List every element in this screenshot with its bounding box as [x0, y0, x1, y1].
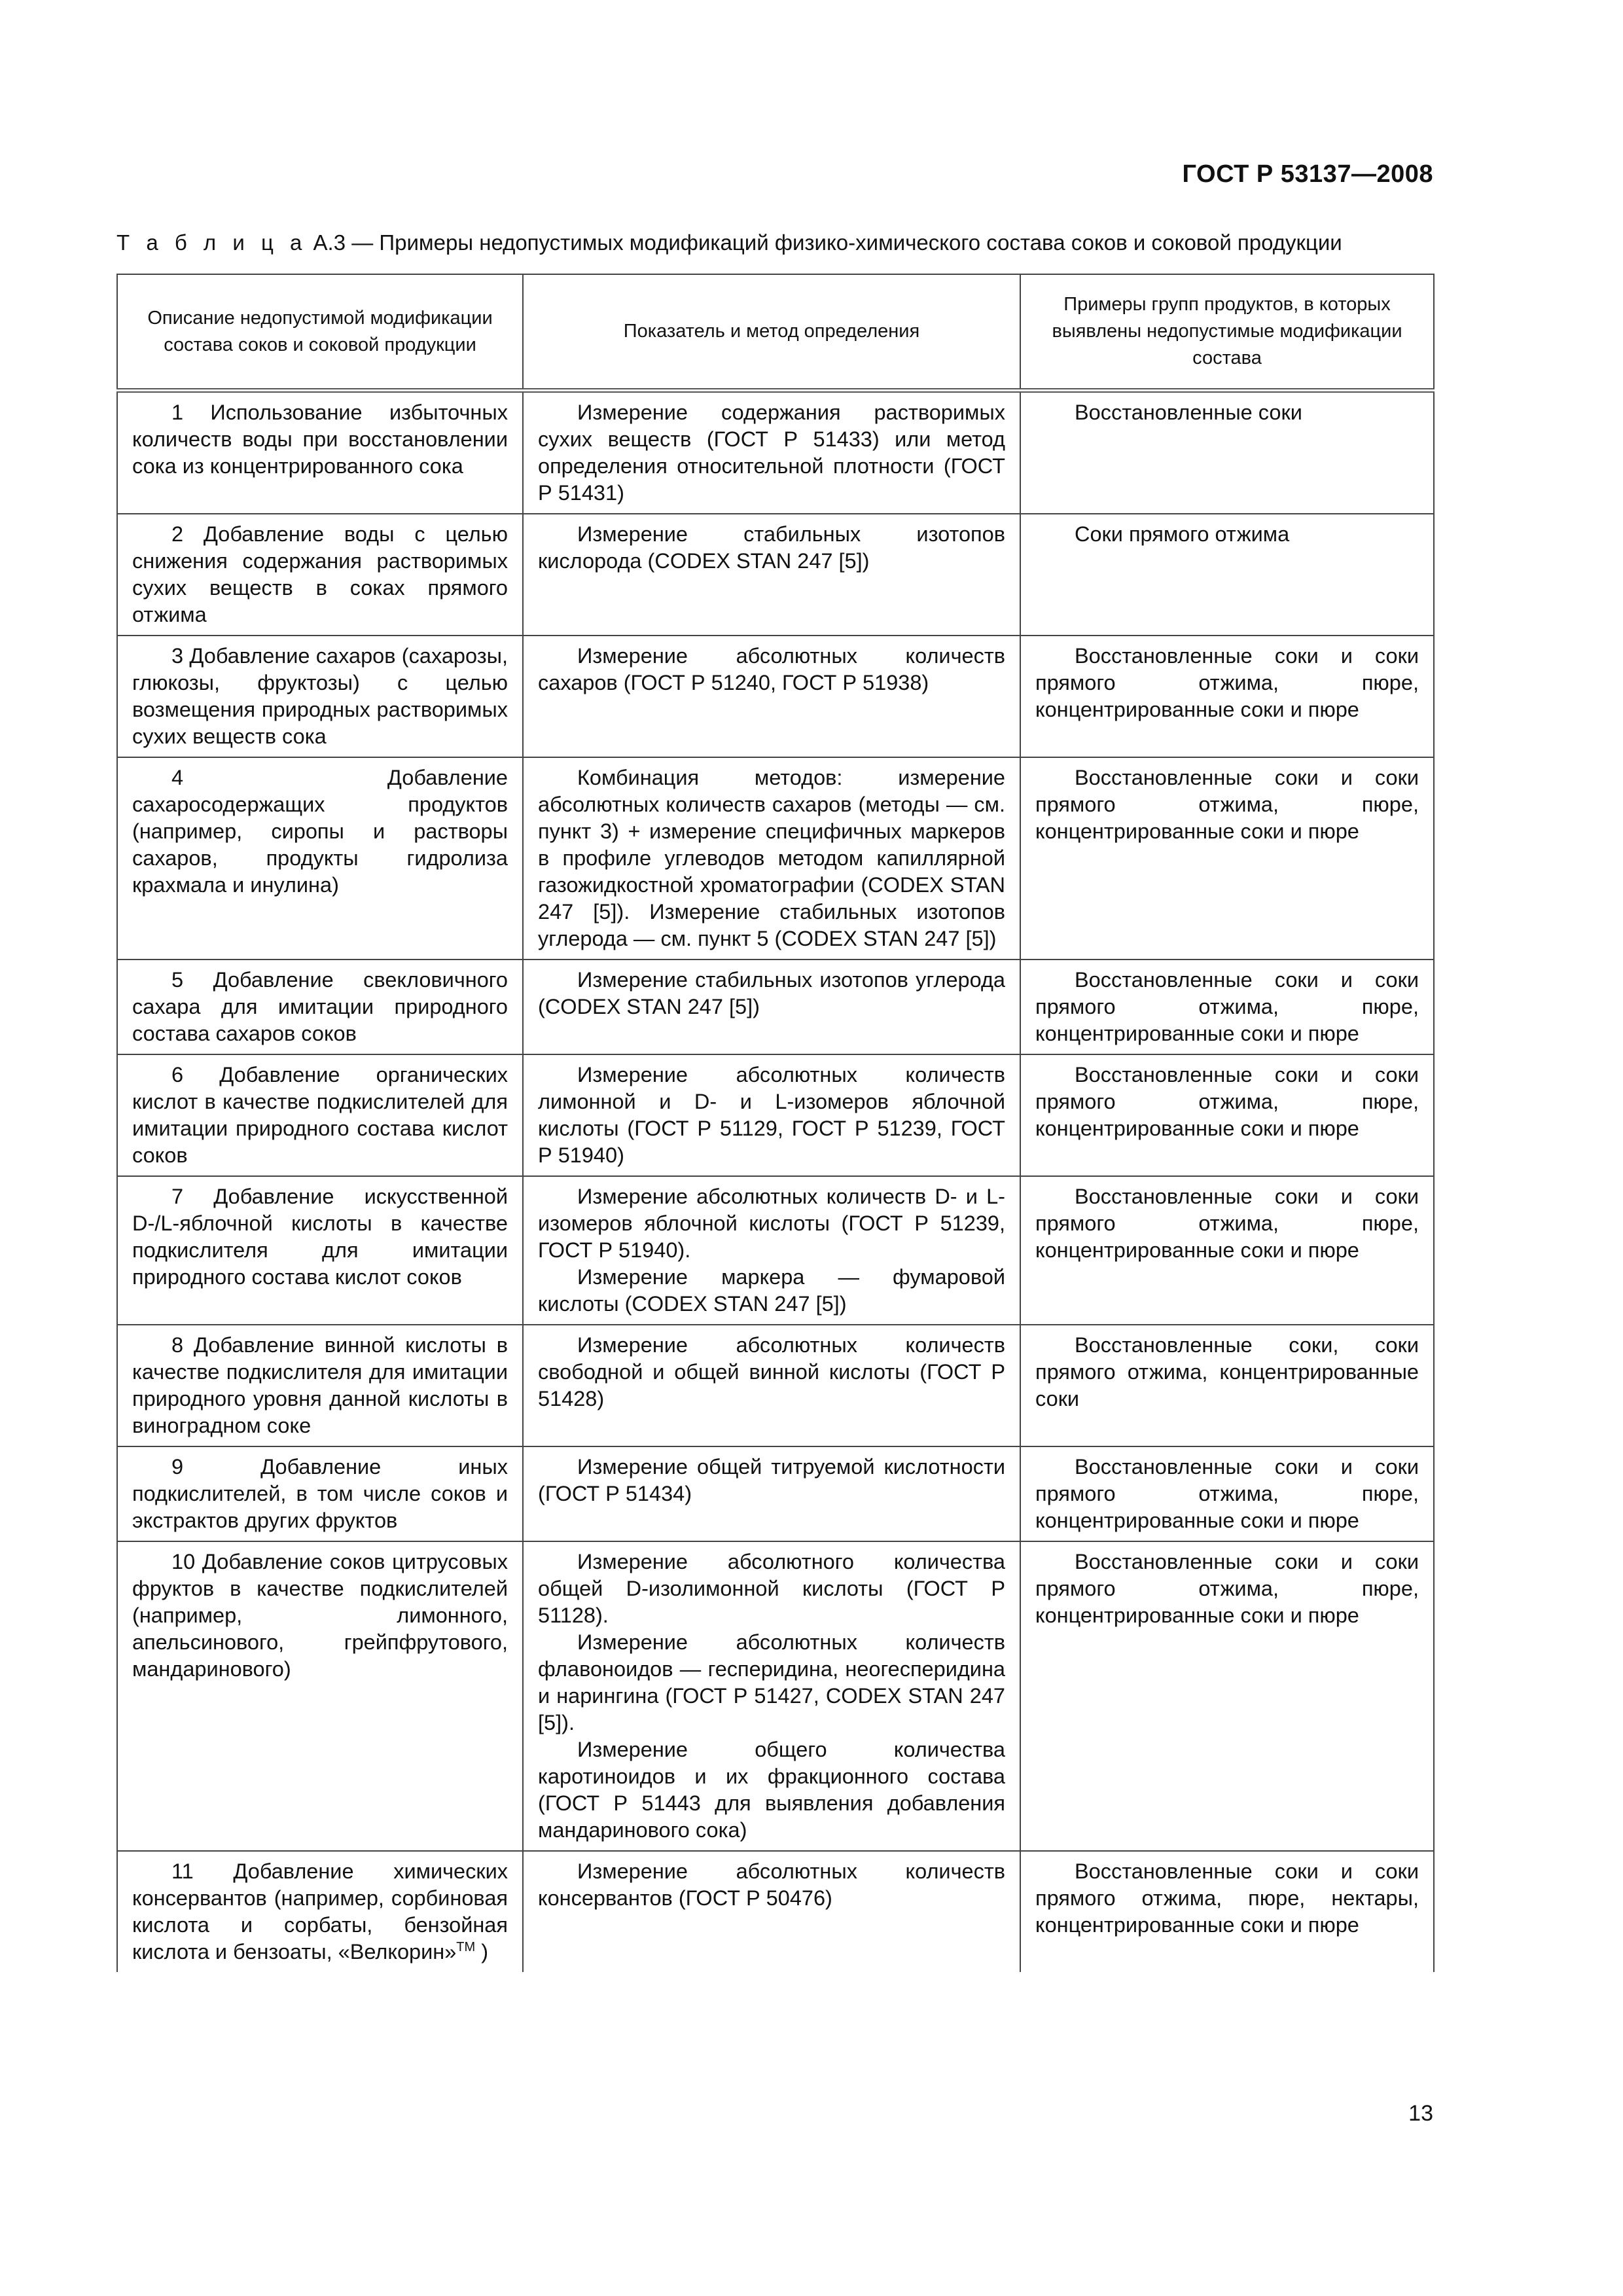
- description-main: 3 Добавление сахаров (сахарозы, глюкозы, фруктозы) с целью возмещения природных растворимых сухих веществ сока: [132, 644, 508, 748]
- description-main: 10 Добавление соков цитрусовых фруктов в качестве подкислителей (например, лимонного, апельсинового, грейпфрутового, мандаринового): [132, 1550, 508, 1681]
- method-paragraph: Измерение стабильных изотопов углерода (CODEX STAN 247 [5]): [538, 968, 1005, 1018]
- description-main: 7 Добавление искусственной D-/L-яблочной кислоты в качестве подкислителя для имитации природного состава кислот соков: [132, 1185, 508, 1289]
- description-text: [132, 399, 508, 480]
- cell-description: [117, 960, 523, 1054]
- cell-description: [117, 514, 523, 636]
- cell-products: [1020, 1325, 1434, 1446]
- cell-description: [117, 1325, 523, 1446]
- description-main: 6 Добавление органических кислот в качестве подкислителей для имитации природного состава кислот соков: [132, 1063, 508, 1167]
- caption-number: А.3: [313, 230, 346, 255]
- cell-products: [1020, 960, 1434, 1054]
- products-text: Восстановленные соки и соки прямого отжима, пюре, концентрированные соки и пюре: [1035, 1550, 1419, 1627]
- products-text: Восстановленные соки и соки прямого отжима, пюре, концентрированные соки и пюре: [1035, 968, 1419, 1045]
- description-main: 4 Добавление сахаросодержащих продуктов (например, сиропы и растворы сахаров, продукты гидролиза крахмала и инулина): [132, 766, 508, 897]
- method-paragraph: Измерение стабильных изотопов кислорода (CODEX STAN 247 [5]): [538, 522, 1005, 573]
- table-row: [117, 1541, 1434, 1851]
- table-row: [117, 1054, 1434, 1176]
- table-row: [117, 960, 1434, 1054]
- method-paragraph: Измерение содержания растворимых сухих веществ (ГОСТ Р 51433) или метод определения относительной плотности (ГОСТ Р 51431): [538, 401, 1005, 505]
- cell-products: [1020, 514, 1434, 636]
- cell-products: [1020, 1176, 1434, 1325]
- products-text: Восстановленные соки и соки прямого отжима, пюре, концентрированные соки и пюре: [1035, 1185, 1419, 1262]
- table-row: [117, 514, 1434, 636]
- cell-products: [1020, 391, 1434, 514]
- cell-description: [117, 391, 523, 514]
- table-row: [117, 636, 1434, 757]
- cell-description: [117, 1446, 523, 1541]
- description-main: 2 Добавление воды с целью снижения содержания растворимых сухих веществ в соках прямого отжима: [132, 522, 508, 626]
- method-paragraph: Измерение абсолютных количеств флавоноидов — гесперидина, неогесперидина и нарингина (ГОСТ Р 51427, CODEX STAN 247 [5]).: [538, 1630, 1005, 1734]
- products-text: Восстановленные соки и соки прямого отжима, пюре, концентрированные соки и пюре: [1035, 1063, 1419, 1140]
- caption-title: — Примеры недопустимых модификаций физико-химического состава соков и соковой продукции: [346, 230, 1342, 255]
- cell-method: [523, 960, 1020, 1054]
- method-paragraph: Измерение абсолютного количества общей D-изолимонной кислоты (ГОСТ Р 51128).: [538, 1550, 1005, 1627]
- table-caption: [116, 230, 1433, 255]
- table-row: [117, 1176, 1434, 1325]
- description-text: [132, 1183, 508, 1291]
- method-paragraph: Измерение абсолютных количеств консервантов (ГОСТ Р 50476): [538, 1859, 1005, 1910]
- table-row: [117, 1446, 1434, 1541]
- cell-description: [117, 1541, 523, 1851]
- description-text: [132, 764, 508, 899]
- cell-method: [523, 757, 1020, 960]
- header-method: Показатель и метод определения: [523, 274, 1020, 391]
- description-main: 9 Добавление иных подкислителей, в том числе соков и экстрактов других фруктов: [132, 1455, 508, 1532]
- cell-description: [117, 636, 523, 757]
- products-text: Восстановленные соки и соки прямого отжима, пюре, нектары, концентрированные соки и пюре: [1035, 1859, 1419, 1937]
- cell-description: [117, 1851, 523, 1972]
- cell-products: [1020, 1541, 1434, 1851]
- table-row: [117, 757, 1434, 960]
- cell-method: [523, 636, 1020, 757]
- table-row: [117, 1851, 1434, 1972]
- products-text: Восстановленные соки: [1075, 401, 1302, 424]
- table-row: [117, 391, 1434, 514]
- table-row: [117, 1325, 1434, 1446]
- cell-products: [1020, 1054, 1434, 1176]
- method-paragraph: Измерение маркера — фумаровой кислоты (CODEX STAN 247 [5]): [538, 1265, 1005, 1316]
- cell-description: [117, 1176, 523, 1325]
- description-main: 1 Использование избыточных количеств воды при восстановлении сока из концентрированного сока: [132, 401, 508, 478]
- trademark-sup: TM: [456, 1940, 476, 1955]
- header-description: Описание недопустимой модификации состава соков и соковой продукции: [117, 274, 523, 391]
- description-text: [132, 1549, 508, 1683]
- cell-description: [117, 1054, 523, 1176]
- method-paragraph: Измерение абсолютных количеств сахаров (ГОСТ Р 51240, ГОСТ Р 51938): [538, 644, 1005, 694]
- method-paragraph: Измерение общей титруемой кислотности (ГОСТ Р 51434): [538, 1455, 1005, 1505]
- cell-method: [523, 1054, 1020, 1176]
- description-tail: ): [475, 1940, 489, 1964]
- method-paragraph: Измерение абсолютных количеств D- и L-изомеров яблочной кислоты (ГОСТ Р 51239, ГОСТ Р 51940).: [538, 1185, 1005, 1262]
- table-header-row: [117, 274, 1434, 391]
- method-paragraph: Измерение абсолютных количеств лимонной и D- и L-изомеров яблочной кислоты (ГОСТ Р 51129, ГОСТ Р 51239, ГОСТ Р 51940): [538, 1063, 1005, 1167]
- products-text: Восстановленные соки и соки прямого отжима, пюре, концентрированные соки и пюре: [1035, 1455, 1419, 1532]
- cell-method: [523, 1176, 1020, 1325]
- cell-products: [1020, 636, 1434, 757]
- cell-method: [523, 514, 1020, 636]
- products-text: Восстановленные соки и соки прямого отжима, пюре, концентрированные соки и пюре: [1035, 766, 1419, 843]
- cell-products: [1020, 1851, 1434, 1972]
- cell-method: [523, 1446, 1020, 1541]
- products-text: Восстановленные соки и соки прямого отжима, пюре, концентрированные соки и пюре: [1035, 644, 1419, 721]
- description-text: [132, 1454, 508, 1534]
- page-number: 13: [1408, 2101, 1433, 2126]
- cell-method: [523, 1325, 1020, 1446]
- cell-method: [523, 1541, 1020, 1851]
- description-text: [132, 1062, 508, 1169]
- description-text: [132, 521, 508, 628]
- table-body: [117, 391, 1434, 1973]
- document-code: ГОСТ Р 53137—2008: [1182, 160, 1433, 188]
- method-paragraph: Измерение абсолютных количеств свободной и общей винной кислоты (ГОСТ Р 51428): [538, 1333, 1005, 1410]
- header-products: Примеры групп продуктов, в которых выявлены недопустимые модификации состава: [1020, 274, 1434, 391]
- products-text: Соки прямого отжима: [1075, 522, 1290, 546]
- cell-products: [1020, 757, 1434, 960]
- description-text: [132, 1858, 508, 1965]
- description-main: 11 Добавление химических консервантов (например, сорбиновая кислота и сорбаты, бензойная кислота и бензоаты, «Велкорин»: [132, 1859, 508, 1964]
- description-text: [132, 643, 508, 750]
- description-text: [132, 967, 508, 1047]
- cell-products: [1020, 1446, 1434, 1541]
- caption-label: Т а б л и ц а: [116, 230, 308, 255]
- cell-method: [523, 391, 1020, 514]
- products-text: Восстановленные соки, соки прямого отжима, концентрированные соки: [1035, 1333, 1419, 1410]
- modifications-table: [116, 274, 1435, 1972]
- description-main: 8 Добавление винной кислоты в качестве подкислителя для имитации природного уровня данной кислоты в виноградном соке: [132, 1333, 508, 1437]
- method-paragraph: Измерение общего количества каротиноидов и их фракционного состава (ГОСТ Р 51443 для выявления добавления мандаринового сока): [538, 1738, 1005, 1842]
- cell-method: [523, 1851, 1020, 1972]
- description-main: 5 Добавление свекловичного сахара для имитации природного состава сахаров соков: [132, 968, 508, 1045]
- description-text: [132, 1332, 508, 1439]
- method-paragraph: Комбинация методов: измерение абсолютных количеств сахаров (методы — см. пункт 3) + измерение специфичных маркеров в профиле углеводов методом капиллярной газожидкостной хроматографии (CODEX STAN 247 [5]). Измерение стабильных изотопов углерода — см. пункт 5 (CODEX STAN 247 [5]): [538, 766, 1005, 950]
- cell-description: [117, 757, 523, 960]
